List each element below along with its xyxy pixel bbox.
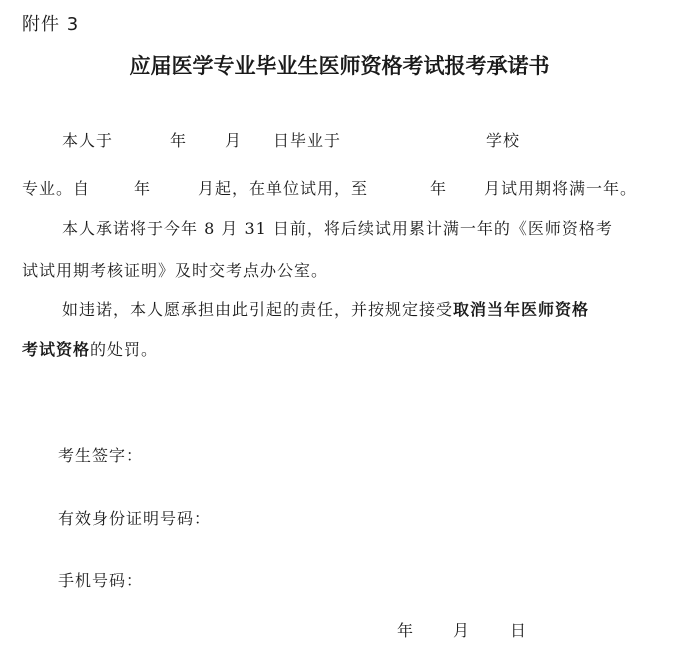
date-day: 日 bbox=[510, 621, 528, 640]
text-segment: 年 bbox=[170, 131, 188, 150]
paragraph-2-line-2: 试试用期考核证明》及时交考点办公室。 bbox=[22, 261, 329, 280]
paragraph-3-line-1 bbox=[62, 297, 589, 320]
signature-label: 考生签字： bbox=[58, 446, 144, 465]
paragraph-3-line-2 bbox=[22, 337, 158, 360]
text-emphasis: 考试资格 bbox=[22, 340, 91, 359]
text-normal: 如违诺，本人愿承担由此引起的责任，并按规定接受 bbox=[62, 300, 454, 319]
date-month: 月 bbox=[453, 621, 471, 640]
text-segment: 月起，在单位试用，至 bbox=[198, 179, 369, 198]
document-title: 应届医学专业毕业生医师资格考试报考承诺书 bbox=[129, 54, 550, 78]
text-segment: 日毕业于 bbox=[273, 131, 342, 150]
date-year: 年 bbox=[397, 621, 415, 640]
text-segment: 学校 bbox=[486, 131, 521, 150]
text-emphasis: 取消当年医师资格 bbox=[453, 300, 590, 319]
text-segment: 专业。自 bbox=[22, 179, 91, 198]
text-segment: 本人于 bbox=[62, 131, 114, 150]
text-normal: 的处罚。 bbox=[90, 340, 159, 359]
text-segment: 月 bbox=[225, 131, 243, 150]
phone-label: 手机号码： bbox=[58, 571, 144, 590]
paragraph-2-line-1: 本人承诺将于今年 8 月 31 日前，将后续试用累计满一年的《医师资格考 bbox=[62, 219, 613, 238]
text-segment: 月试用期将满一年。 bbox=[484, 179, 638, 198]
text-segment: 年 bbox=[430, 179, 448, 198]
id-number-label: 有效身份证明号码： bbox=[58, 509, 212, 528]
attachment-label: 附件 3 bbox=[22, 14, 80, 35]
text-segment: 年 bbox=[134, 179, 152, 198]
